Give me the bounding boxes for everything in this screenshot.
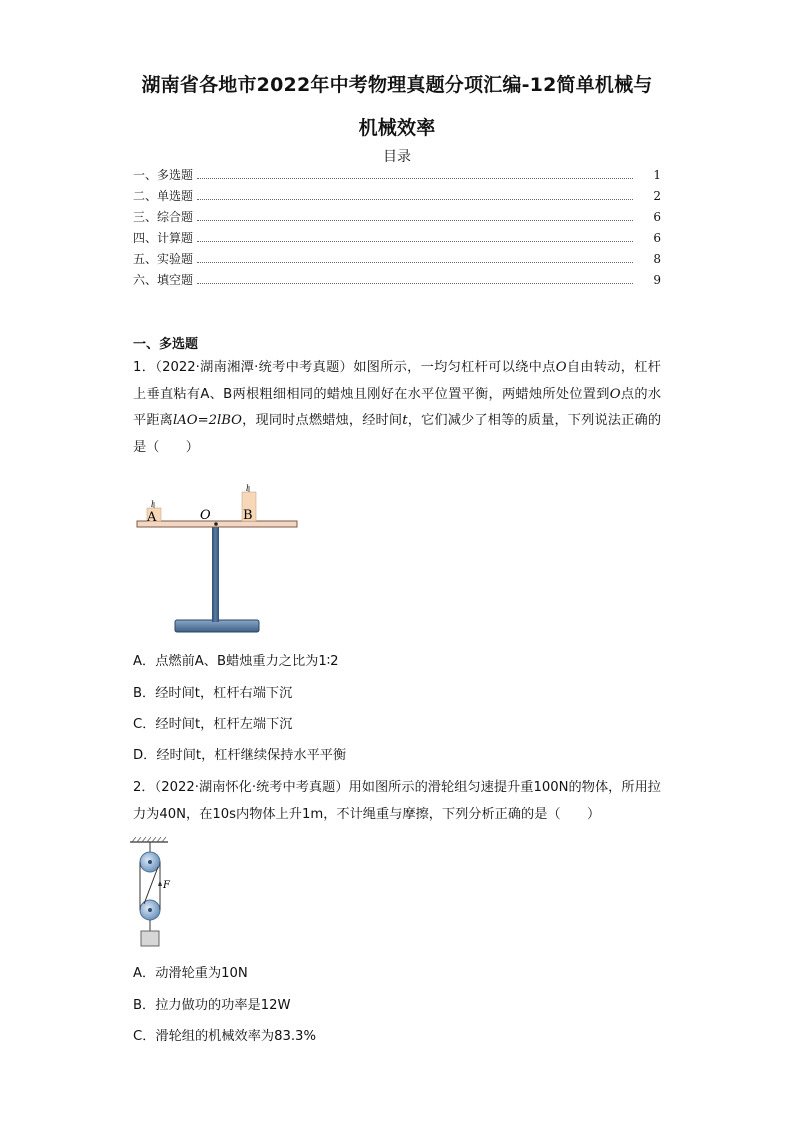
toc-item[interactable] (133, 271, 661, 292)
toc-leader-dots (197, 262, 633, 263)
toc-item-label: 五、实验题 (133, 252, 194, 266)
toc-leader-dots (197, 220, 633, 221)
question-2-text (133, 775, 661, 828)
toc-heading: 目录 (383, 149, 411, 165)
toc-leader-dots (197, 241, 633, 242)
variable-o: O (609, 386, 621, 402)
toc-item-page: 2 (653, 189, 661, 203)
section-heading-multiple-choice: 一、多选题 (133, 337, 199, 352)
question-number: 2． (133, 780, 155, 795)
toc-leader-dots (197, 199, 633, 200)
toc-item[interactable] (133, 208, 661, 229)
rope-middle (144, 867, 158, 904)
toc-leader-dots (197, 178, 633, 179)
toc-item-page: 6 (653, 210, 661, 224)
label-pivot-o: O (200, 508, 211, 523)
doc-title-line1: 湖南省各地市2022年中考物理真题分项汇编-12简单机械与 (141, 74, 653, 96)
doc-title-line2: 机械效率 (358, 117, 436, 139)
option-c[interactable]: C．滑轮组的机械效率为83.3% (133, 1029, 316, 1044)
label-candle-a: A (147, 510, 157, 525)
pivot-o (214, 522, 218, 526)
option-c[interactable]: C．经时间t，杠杆左端下沉 (133, 717, 293, 732)
toc-item[interactable] (133, 187, 661, 208)
option-b[interactable]: B．拉力做功的功率是12W (133, 998, 291, 1013)
option-a[interactable]: A．点燃前A、B蜡烛重力之比为1∶2 (133, 654, 339, 669)
ceiling-hatch (132, 837, 166, 842)
table-of-contents (133, 166, 661, 292)
toc-item-label: 四、计算题 (133, 231, 194, 245)
toc-item-page: 9 (653, 273, 661, 287)
pulley-system-figure (128, 836, 188, 950)
movable-pulley-axle (148, 908, 152, 912)
question-1-text (133, 355, 661, 461)
fixed-pulley-axle (148, 860, 152, 864)
toc-item-page: 6 (653, 231, 661, 245)
toc-item-label: 六、填空题 (133, 273, 194, 287)
question-source: （2022·湖南湘潭·统考中考真题） (155, 360, 354, 375)
question-text: 如图所示，一均匀杠杆可以绕中点 (353, 360, 556, 375)
lever-stand-pole (212, 524, 219, 622)
label-candle-b-top: l (246, 484, 249, 493)
variable-o: O (555, 360, 567, 375)
toc-item-page: 8 (653, 252, 661, 266)
question-text: ，它们减少了相等的质量，下列说法正确的是（ ） (133, 413, 662, 455)
question-number: 1． (133, 360, 156, 375)
toc-leader-dots (197, 283, 633, 284)
label-candle-a-top: l (151, 500, 154, 509)
question-source: （2022·湖南怀化·统考中考真题） (154, 780, 349, 795)
option-a[interactable]: A．动滑轮重为10N (133, 966, 248, 981)
formula-distance: lAO=2lBO (173, 413, 242, 428)
force-arrow (158, 880, 162, 886)
question-text: 自由转动，杠杆上垂直粘有A、B两根粗细相同的蜡烛且刚好在水平位置平衡，两蜡烛所处位置到 (133, 360, 661, 402)
question-text: 点的水平距离 (133, 386, 661, 428)
toc-item-label: 三、综合题 (133, 210, 194, 224)
label-candle-b: B (243, 508, 253, 523)
toc-item[interactable] (133, 166, 661, 187)
toc-item-label: 一、多选题 (133, 168, 194, 182)
option-b[interactable]: B．经时间t，杠杆右端下沉 (133, 686, 293, 701)
lever-candle-figure (133, 480, 303, 640)
question-text: 用如图所示的滑轮组匀速提升重100N的物体，所用拉力为40N，在10s内物体上升1m，不计绳重与摩擦，下列分析正确的是（ ） (133, 780, 661, 822)
toc-item[interactable] (133, 250, 661, 271)
weight-block (141, 931, 159, 946)
question-text: ，现同时点燃蜡烛，经时间 (242, 413, 403, 428)
option-d[interactable]: D．经时间t，杠杆继续保持水平平衡 (133, 748, 347, 763)
toc-item[interactable] (133, 229, 661, 250)
variable-t: t (402, 413, 408, 428)
toc-item-page: 1 (653, 168, 661, 182)
toc-item-label: 二、单选题 (133, 189, 194, 203)
label-force-f: F (163, 880, 170, 891)
